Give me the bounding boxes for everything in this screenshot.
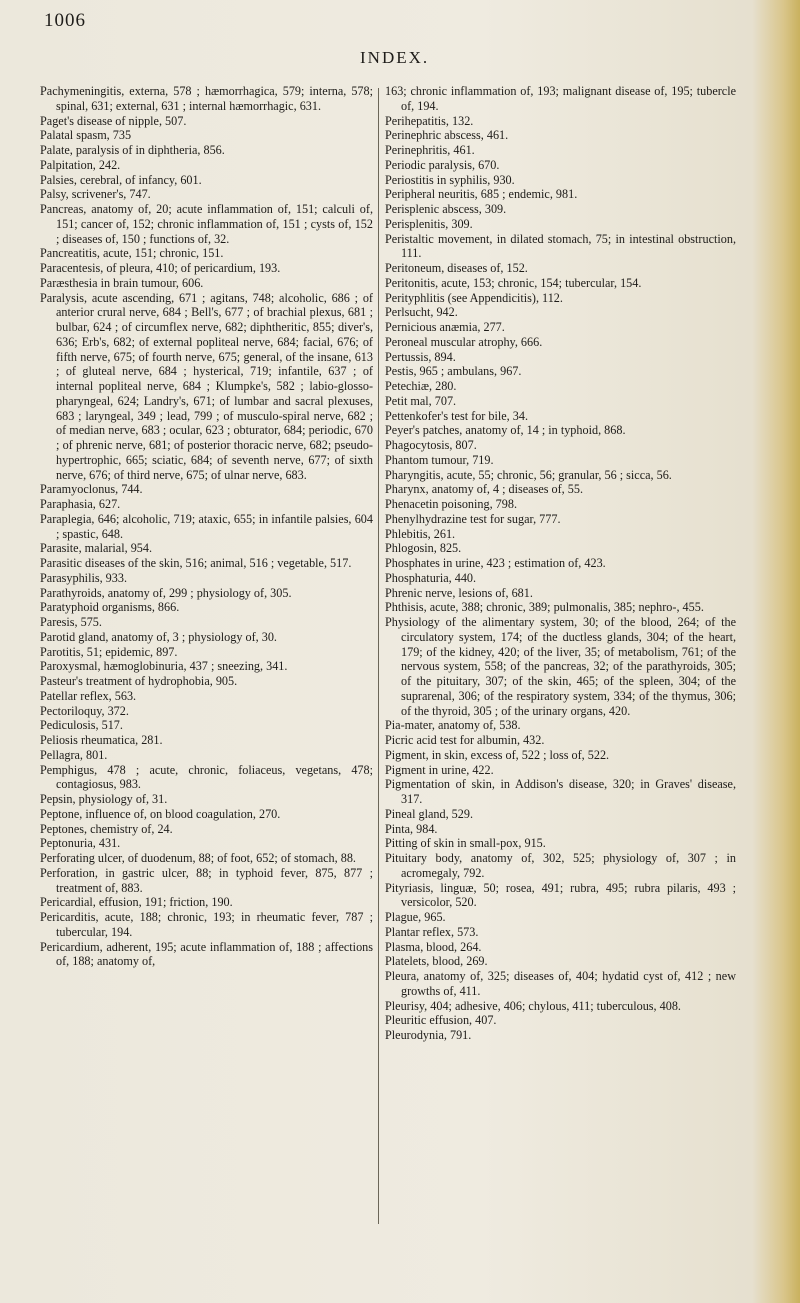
index-entry: Peritoneum, diseases of, 152. — [385, 261, 528, 275]
index-entry: Phosphates in urine, 423 ; estimation of, 423. — [385, 556, 606, 570]
index-entry: Paracentesis, of pleura, 410; of pericardium, 193. — [40, 261, 281, 275]
index-entry: Pia-mater, anatomy of, 538. — [385, 718, 521, 733]
index-entry: Phantom tumour, 719. — [385, 452, 494, 467]
index-entry: Pleuritic effusion, 407. — [385, 1013, 497, 1028]
index-entry: Pigmentation of skin, in Addison's disease, 320; in Graves' disease, 317. — [385, 777, 736, 806]
index-entry: Parasyphilis, 933. — [40, 570, 128, 585]
index-entry: Paræsthesia in brain tumour, 606. — [40, 275, 204, 290]
index-column-right — [385, 84, 736, 1043]
page-number: 1006 — [44, 10, 86, 31]
index-entry: Pestis, 965 ; ambulans, 967. — [385, 364, 522, 379]
index-entry: Pectoriloquy, 372. — [40, 703, 129, 718]
index-entry: Perisplenitis, 309. — [385, 216, 473, 231]
index-entry: Phenylhydrazine test for sugar, 777. — [385, 511, 561, 526]
index-entry: Phthisis, acute, 388; chronic, 389; pulmonalis, 385; nephro-, 455. — [385, 600, 704, 615]
index-entry: Pharynx, anatomy of, 4 ; diseases of, 55. — [385, 482, 584, 497]
running-title: INDEX. — [360, 48, 430, 67]
index-entry: Pigment, in skin, excess of, 522 ; loss of, 522. — [385, 747, 610, 762]
index-entry: Pasteur's treatment of hydrophobia, 905. — [40, 674, 238, 688]
index-entry: Pancreas, anatomy of, 20; acute inflammation of, 151; calculi of, 151; cancer of, 152; chronic inflammation of, 151 ; cysts of, 152 ; diseases of, 150 ; functions of, 32. — [40, 202, 373, 246]
index-entry: Palate, paralysis of in diphtheria, 856. — [40, 143, 225, 157]
index-entry: Pleurodynia, 791. — [385, 1028, 472, 1042]
index-entry: Palsies, cerebral, of infancy, 601. — [40, 172, 202, 187]
index-entry: Pertussis, 894. — [385, 349, 456, 364]
index-entry: Peliosis rheumatica, 281. — [40, 733, 163, 747]
index-entry: Perihepatitis, 132. — [385, 113, 474, 128]
index-entry: Paralysis, acute ascending, 671 ; agitans, 748; alcoholic, 686 ; of anterior crural nerve, 684 ; Bell's, 677 ; of brachial plexus, 681 ; bulbar, 624 ; of circumflex nerve, 682; diphtheritic, 855; diver's, 636; Erb's, 682; of external popliteal nerve, 684; facial, 676; of fifth nerve, 675; of fourth nerve, 675; general, of the insane, 613 ; of gluteal nerve, 684 ; hysterical, 719; infantile, 637 ; of internal popliteal nerve, 684 ; Klumpke's, 582 ; labio-glosso-pharyngeal, 624; Landry's, 671; of lumbar and sacral plexuses, 683 ; laryngeal, 349 ; lead, 799 ; of musculo-spiral nerve, 682 ; of median nerve, 683 ; ocular, 623 ; obturator, 684; periodic, 670 ; of phrenic nerve, 681; of posterior thoracic nerve, 682; pseudo-hypertrophic, 665; sciatic, 684; of seventh nerve, 677; of sixth nerve, 676; of third nerve, 675; of ulnar nerve, 683. — [40, 290, 373, 482]
index-entry: Peristaltic movement, in dilated stomach, 75; in intestinal obstruction, 111. — [385, 231, 736, 261]
index-entry: Parotitis, 51; epidemic, 897. — [40, 644, 178, 659]
index-entry: Peptones, chemistry of, 24. — [40, 821, 173, 836]
index-entry: Phosphaturia, 440. — [385, 570, 477, 585]
index-entry: Pitting of skin in small-pox, 915. — [385, 836, 546, 851]
index-entry: Pepsin, physiology of, 31. — [40, 792, 168, 806]
index-entry: Perisplenic abscess, 309. — [385, 202, 507, 216]
index-entry: Phrenic nerve, lesions of, 681. — [385, 585, 533, 600]
index-entry: Pettenkofer's test for bile, 34. — [385, 408, 528, 423]
index-entry: Paget's disease of nipple, 507. — [40, 113, 187, 128]
index-entry: Pituitary body, anatomy of, 302, 525; physiology of, 307 ; in acromegaly, 792. — [385, 851, 736, 880]
index-entry: Platelets, blood, 269. — [385, 954, 488, 969]
index-entry: Phlogosin, 825. — [385, 541, 462, 556]
index-entry: Paramyoclonus, 744. — [40, 482, 143, 497]
index-column-left — [40, 84, 373, 969]
index-entry: Picric acid test for albumin, 432. — [385, 733, 545, 747]
index-entry: Pellagra, 801. — [40, 747, 108, 762]
index-entry: Perinephric abscess, 461. — [385, 128, 509, 143]
index-entry: Paroxysmal, hæmoglobinuria, 437 ; sneezing, 341. — [40, 659, 288, 674]
index-entry: Peritonitis, acute, 153; chronic, 154; tubercular, 154. — [385, 275, 642, 290]
index-entry: Pleura, anatomy of, 325; diseases of, 404; hydatid cyst of, 412 ; new growths of, 411. — [385, 969, 736, 998]
index-entry: Paratyphoid organisms, 866. — [40, 600, 180, 615]
index-entry: Pityriasis, linguæ, 50; rosea, 491; rubra, 495; rubra pilaris, 493 ; versicolor, 520. — [385, 880, 736, 910]
index-entry: Pigment in urine, 422. — [385, 762, 494, 777]
index-entry: Peptonuria, 431. — [40, 836, 121, 851]
index-entry: Peyer's patches, anatomy of, 14 ; in typhoid, 868. — [385, 423, 626, 438]
index-entry: Perlsucht, 942. — [385, 305, 458, 320]
index-entry: Peroneal muscular atrophy, 666. — [385, 334, 543, 349]
index-entry: Petechiæ, 280. — [385, 379, 457, 393]
index-entry: Perinephritis, 461. — [385, 143, 475, 157]
index-entry: Pinta, 984. — [385, 821, 438, 836]
index-entry: Parasitic diseases of the skin, 516; animal, 516 ; vegetable, 517. — [40, 556, 352, 570]
index-entry: Physiology of the alimentary system, 30; of the blood, 264; of the circulatory system, 174; of the ductless glands, 304; of the heart, 179; of the kidney, 420; of the liver, 35; of metabolism, 761; of the nervous system, 558; of the pancreas, 32; of the parathyroids, 305; of the pituitary, 307; of the skin, 465; of the spleen, 304; of the suprarenal, 306; of the respiratory system, 334; of the thymus, 306; of the thyroid, 305 ; of the urinary organs, 420. — [385, 615, 736, 718]
index-entry: Perforating ulcer, of duodenum, 88; of foot, 652; of stomach, 88. — [40, 851, 356, 865]
index-entry: Periostitis in syphilis, 930. — [385, 172, 515, 187]
index-entry: Perforation, in gastric ulcer, 88; in typhoid fever, 875, 877 ; treatment of, 883. — [40, 865, 373, 895]
column-divider — [378, 88, 379, 1224]
index-entry: Pemphigus, 478 ; acute, chronic, foliaceus, vegetans, 478; contagiosus, 983. — [40, 762, 373, 792]
index-entry: Parotid gland, anatomy of, 3 ; physiology of, 30. — [40, 629, 277, 644]
index-entry: Phenacetin poisoning, 798. — [385, 497, 518, 511]
index-entry: Pancreatitis, acute, 151; chronic, 151. — [40, 246, 224, 261]
index-entry: Palatal spasm, 735 — [40, 128, 132, 143]
index-entry: Paresis, 575. — [40, 615, 102, 629]
index-entry: Pachymeningitis, externa, 578 ; hæmorrhagica, 579; interna, 578; spinal, 631; external, 631 ; internal hæmorrhagic, 631. — [40, 84, 373, 113]
index-entry: Petit mal, 707. — [385, 393, 457, 408]
index-entry: Parasite, malarial, 954. — [40, 541, 153, 556]
index-entry: Patellar reflex, 563. — [40, 688, 137, 703]
index-entry: Palsy, scrivener's, 747. — [40, 187, 151, 202]
index-entry: Plague, 965. — [385, 910, 446, 924]
index-entry: Plasma, blood, 264. — [385, 939, 482, 954]
index-entry: Peripheral neuritis, 685 ; endemic, 981. — [385, 187, 578, 202]
index-entry: Pericardial, effusion, 191; friction, 190. — [40, 895, 233, 910]
index-entry: Plantar reflex, 573. — [385, 924, 479, 939]
index-entry: Periodic paralysis, 670. — [385, 157, 500, 172]
index-entry: Paraplegia, 646; alcoholic, 719; ataxic, 655; in infantile palsies, 604 ; spastic, 648. — [40, 511, 373, 541]
index-entry: Pleurisy, 404; adhesive, 406; chylous, 411; tuberculous, 408. — [385, 998, 681, 1013]
index-entry: Paraphasia, 627. — [40, 497, 121, 511]
index-entry: Pericarditis, acute, 188; chronic, 193; in rheumatic fever, 787 ; tubercular, 194. — [40, 910, 373, 939]
index-entry: Pernicious anæmia, 277. — [385, 320, 505, 334]
index-entry: Pharyngitis, acute, 55; chronic, 56; granular, 56 ; sicca, 56. — [385, 467, 672, 482]
index-entry: Parathyroids, anatomy of, 299 ; physiology of, 305. — [40, 585, 292, 600]
index-entry: Peptone, influence of, on blood coagulation, 270. — [40, 806, 281, 821]
index-entry: Pineal gland, 529. — [385, 806, 474, 821]
index-entry: Palpitation, 242. — [40, 157, 121, 172]
index-entry: Phagocytosis, 807. — [385, 438, 477, 452]
index-entry: Pericardium, adherent, 195; acute inflammation of, 188 ; affections of, 188; anatomy of, — [40, 939, 373, 969]
index-entry: 163; chronic inflammation of, 193; malignant disease of, 195; tubercle of, 194. — [385, 84, 736, 113]
index-entry: Phlebitis, 261. — [385, 526, 456, 541]
index-entry: Perityphlitis (see Appendicitis), 112. — [385, 290, 563, 305]
index-entry: Pediculosis, 517. — [40, 718, 123, 733]
